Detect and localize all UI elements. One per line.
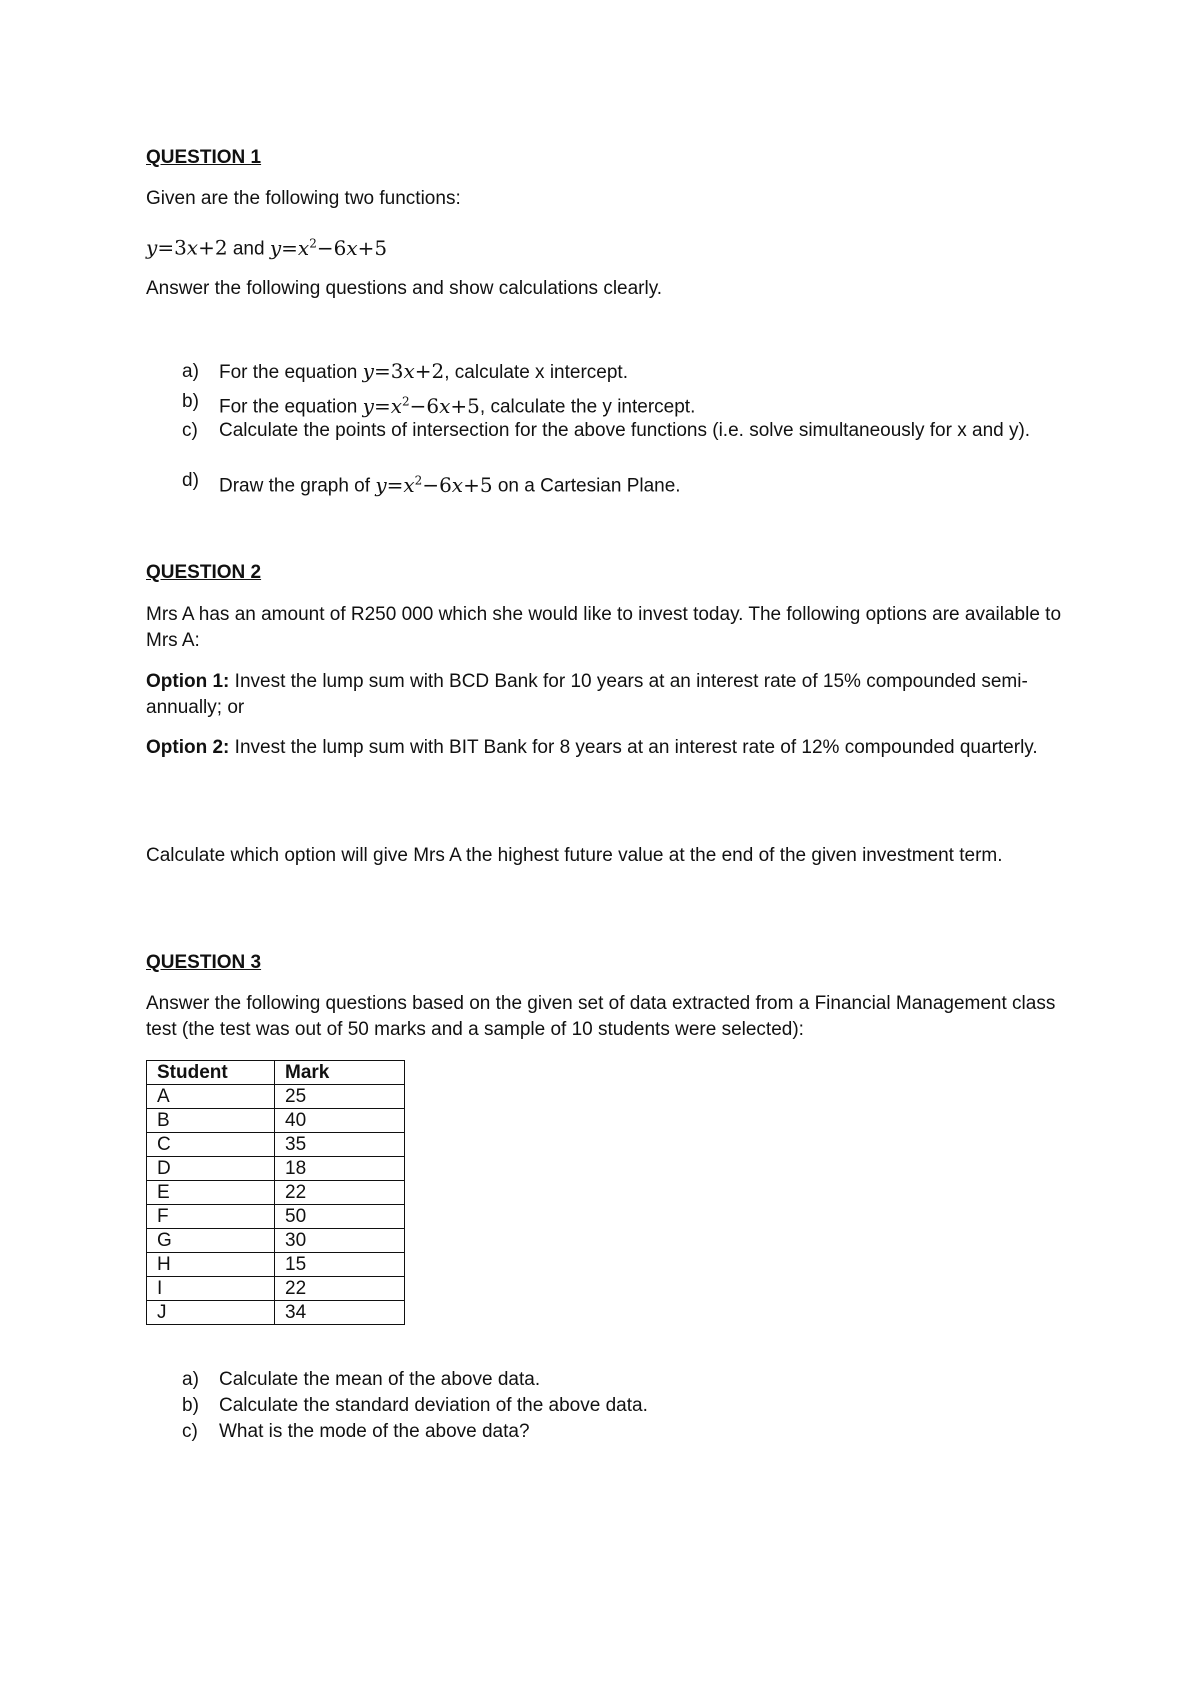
table-row (147, 1229, 405, 1253)
table-row (147, 1205, 405, 1229)
table-header-row (147, 1061, 405, 1085)
table-row (147, 1253, 405, 1277)
list-item: c) What is the mode of the above data? (182, 1421, 530, 1442)
quadratic-function: $y=x^2-6x+5$ (375, 472, 493, 497)
linear-function: y=3x+2 (146, 235, 228, 260)
mark-cell: 34 (275, 1301, 405, 1325)
question-1-heading: QUESTION 1 (146, 147, 262, 168)
mark-cell: 50 (275, 1205, 405, 1229)
list-marker: c) (182, 420, 198, 441)
mark-cell: 25 (275, 1085, 405, 1109)
mark-cell: 22 (275, 1181, 405, 1205)
mark-cell: 30 (275, 1229, 405, 1253)
table-row (147, 1277, 405, 1301)
mark-cell: 18 (275, 1157, 405, 1181)
list-marker: a) (182, 361, 199, 382)
option-1-text: Option 1: Invest the lump sum with BCD Bank for 10 years at an interest rate of 15% compounded semi-annually; or (146, 671, 1028, 718)
student-cell: E (147, 1181, 275, 1205)
student-cell: I (147, 1277, 275, 1301)
question-1-functions (146, 230, 1066, 263)
question-1-intro: Given are the following two functions: (146, 188, 461, 209)
table-row (147, 1133, 405, 1157)
list-marker: d) (182, 470, 199, 491)
option-1-label: Option 1: (146, 671, 230, 692)
list-item: a) For the equation y=3x+2, calculate x intercept. (182, 359, 628, 383)
student-cell: D (147, 1157, 275, 1181)
linear-function: y=3x+2 (362, 359, 445, 383)
column-header-mark: Mark (275, 1061, 405, 1085)
mark-cell: 35 (275, 1133, 405, 1157)
student-cell: F (147, 1205, 275, 1229)
mark-cell: 40 (275, 1109, 405, 1133)
list-item: b) Calculate the standard deviation of the above data. (182, 1395, 648, 1416)
marks-table (146, 1060, 405, 1325)
list-item: b) For the equation $y=x^2-6x+5$, calculate the y intercept. (182, 391, 696, 418)
question-2-task: Calculate which option will give Mrs A the highest future value at the end of the given investment term. (146, 845, 1003, 866)
list-item: a) Calculate the mean of the above data. (182, 1369, 541, 1390)
column-header-student: Student (147, 1061, 275, 1085)
student-cell: A (147, 1085, 275, 1109)
list-marker: b) (182, 1395, 199, 1416)
table-row (147, 1157, 405, 1181)
student-cell: H (147, 1253, 275, 1277)
list-item: c) Calculate the points of intersection for the above functions (i.e. solve simultaneously for x and y). (182, 420, 1031, 441)
table-row (147, 1181, 405, 1205)
mark-cell: 22 (275, 1277, 405, 1301)
list-marker: c) (182, 1421, 198, 1442)
question-3-intro: Answer the following questions based on the given set of data extracted from a Financial Management class test (the test was out of 50 marks and a sample of 10 students were selected): (146, 993, 1056, 1040)
and-word: and (232, 238, 265, 260)
table-row (147, 1085, 405, 1109)
question-1-list (182, 359, 1066, 499)
quadratic-function: $y=x^2-6x+5$ (269, 235, 388, 260)
list-marker: b) (182, 391, 199, 412)
option-2-text: Option 2: Invest the lump sum with BIT Bank for 8 years at an interest rate of 12% compounded quarterly. (146, 737, 1038, 758)
question-1-instruction: Answer the following questions and show calculations clearly. (146, 278, 663, 299)
option-2-label: Option 2: (146, 737, 230, 758)
question-3-list (182, 1367, 1066, 1445)
question-2-intro: Mrs A has an amount of R250 000 which she would like to invest today. The following options are available to Mrs A: (146, 604, 1062, 651)
question-3-heading: QUESTION 3 (146, 952, 262, 973)
student-cell: B (147, 1109, 275, 1133)
mark-cell: 15 (275, 1253, 405, 1277)
question-2-heading: QUESTION 2 (146, 562, 262, 583)
student-cell: G (147, 1229, 275, 1253)
quadratic-function: $y=x^2-6x+5$ (362, 393, 480, 418)
student-cell: C (147, 1133, 275, 1157)
list-item: d) Draw the graph of $y=x^2-6x+5$ on a Cartesian Plane. (182, 470, 681, 497)
list-marker: a) (182, 1369, 199, 1390)
student-cell: J (147, 1301, 275, 1325)
table-row (147, 1109, 405, 1133)
table-row (147, 1301, 405, 1325)
